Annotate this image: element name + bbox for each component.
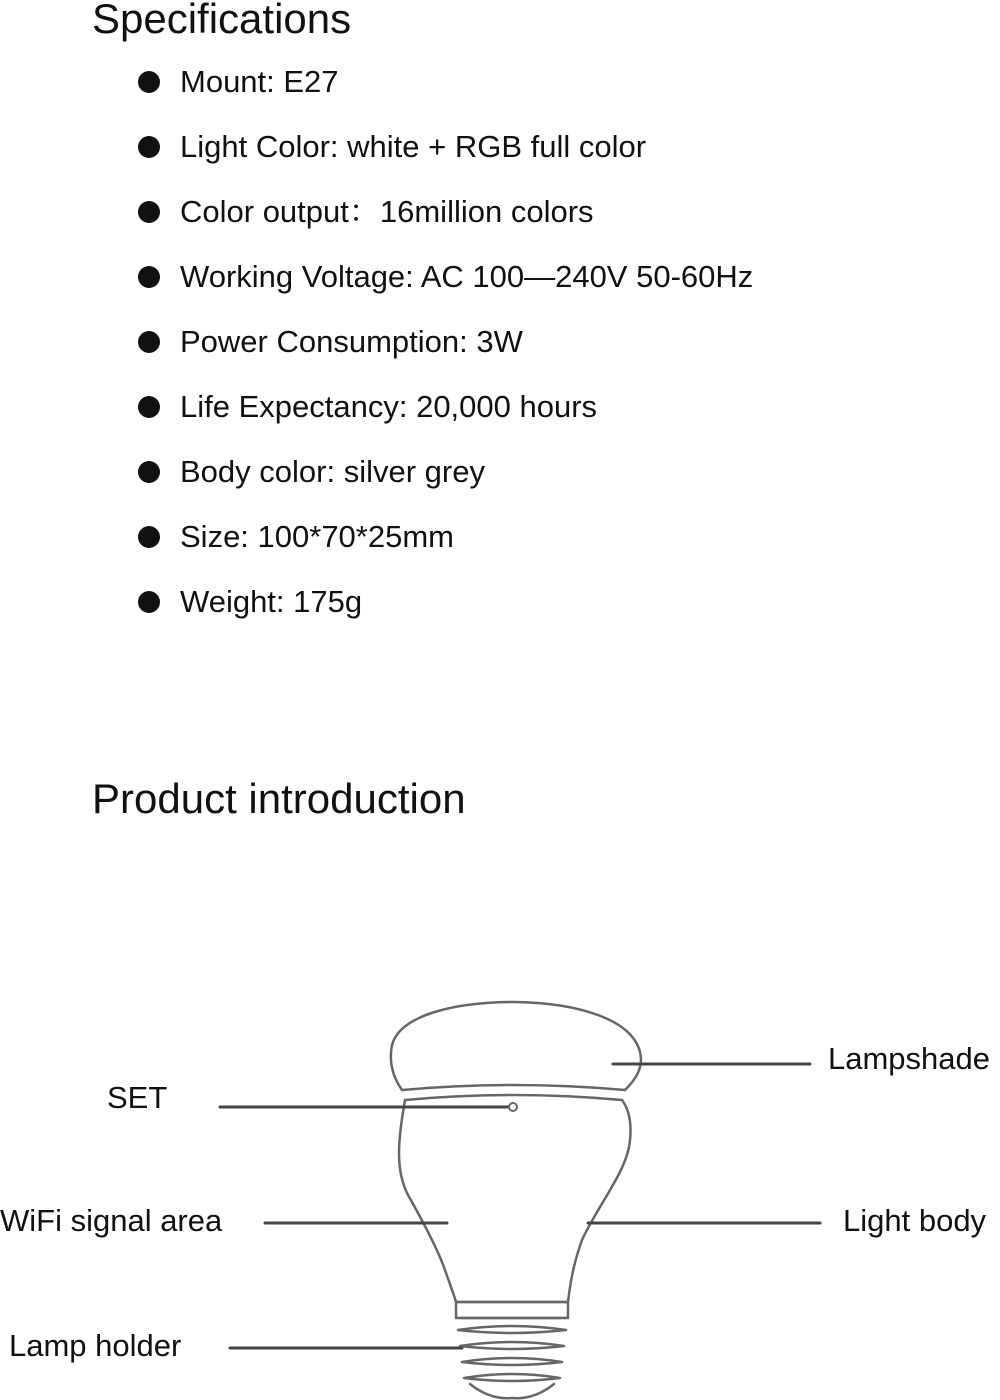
spec-text: Body color: silver grey [180,454,485,489]
spec-text: Light Color: white + RGB full color [180,129,647,164]
spec-text: Size: 100*70*25mm [180,519,454,554]
set-label: SET [107,1080,168,1115]
spec-text: Working Voltage: AC 100—240V 50-60Hz [180,259,754,294]
wifi-signal-area-label: WiFi signal area [0,1203,223,1238]
spec-text: Weight: 175g [180,584,363,619]
product-introduction-heading: Product introduction [92,775,466,822]
lamp-holder-shape [456,1302,568,1318]
spec-text: Life Expectancy: 20,000 hours [180,389,598,424]
lampshade-ring [402,1085,625,1090]
light-body-shape [399,1100,631,1302]
specifications-heading: Specifications [92,0,352,42]
spec-text: Color output：16million colors [180,194,594,229]
light-body-label: Light body [843,1203,987,1238]
set-button-icon [509,1103,517,1111]
spec-text: Power Consumption: 3W [180,324,523,359]
lampshade-ring-lower [405,1095,622,1100]
lamp-holder-tip [470,1384,554,1398]
lampshade-shape [391,1002,641,1090]
spec-text: Mount: E27 [180,64,339,99]
lamp-holder-label: Lamp holder [9,1328,182,1363]
lamp-holder-thread [458,1318,566,1381]
lampshade-label: Lampshade [828,1041,991,1076]
